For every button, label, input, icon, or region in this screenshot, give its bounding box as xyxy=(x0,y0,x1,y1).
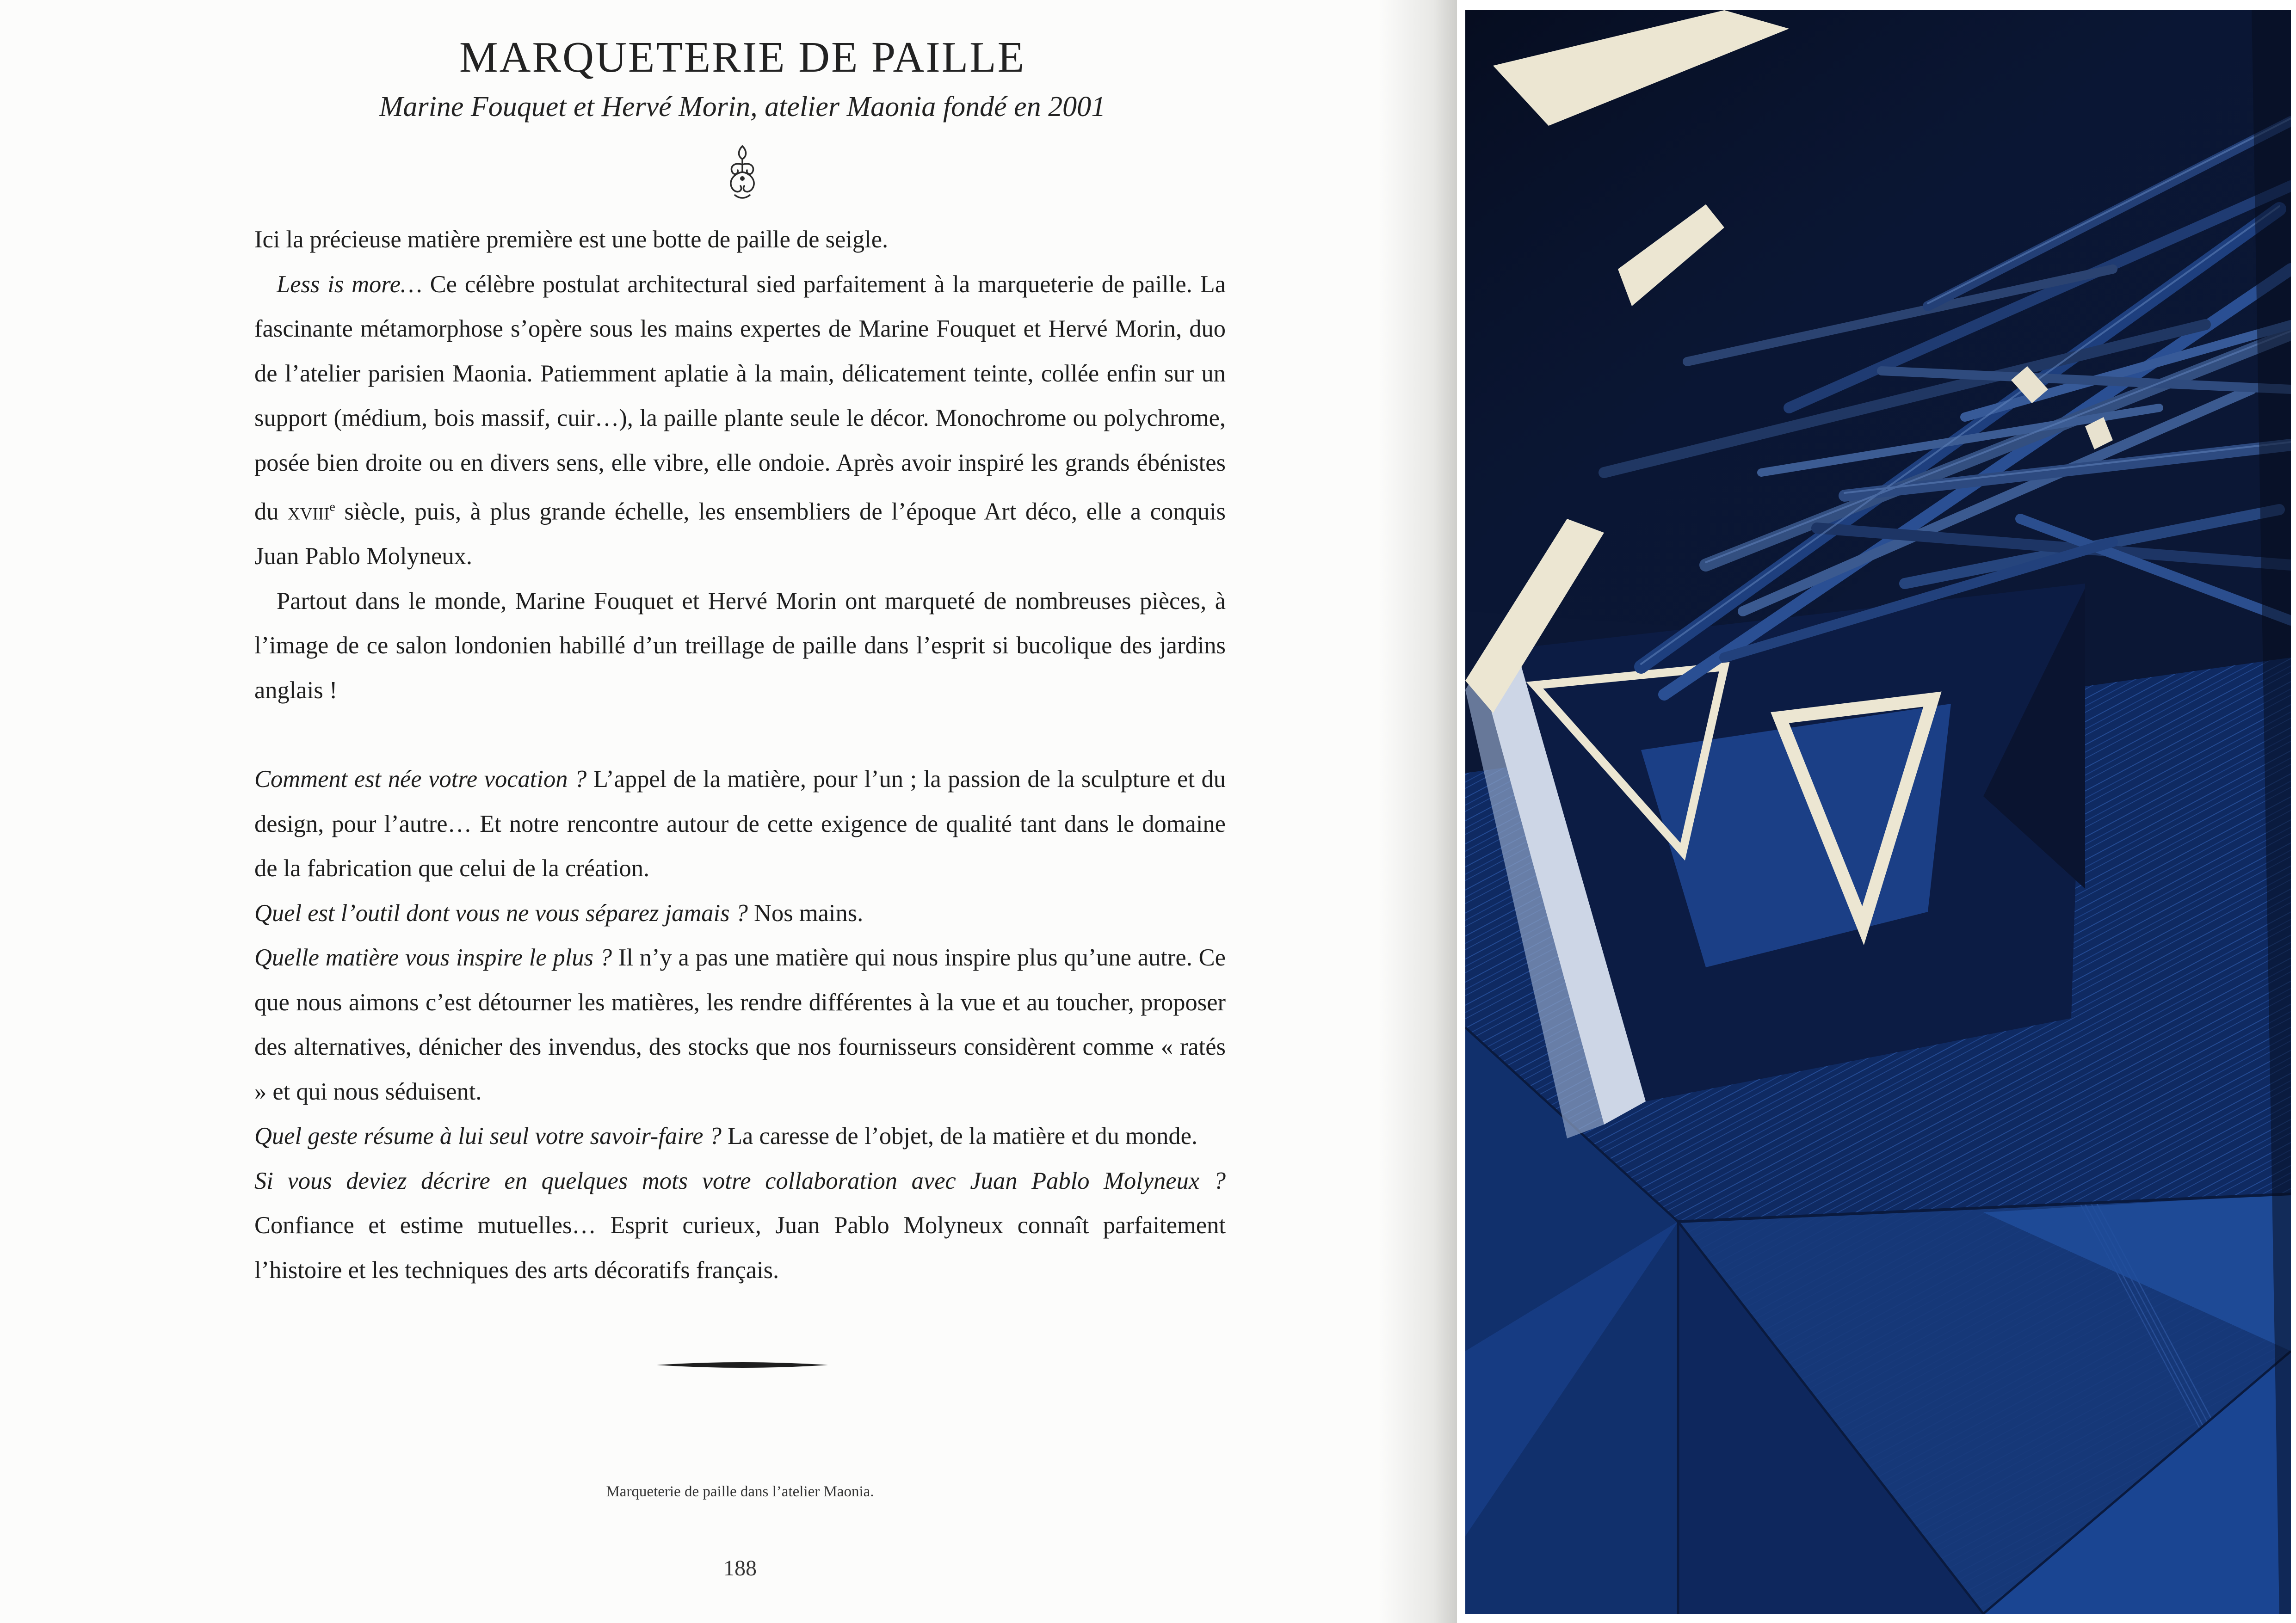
intro-paragraph-2 xyxy=(254,262,1226,579)
interview-item xyxy=(254,1159,1226,1293)
interview-question: Comment est née votre vocation ? xyxy=(254,766,587,793)
interview-item xyxy=(254,891,1226,936)
page-number: 188 xyxy=(723,1556,757,1580)
interview-answer: Nos mains. xyxy=(747,899,864,927)
chapter-title: MARQUETERIE DE PAILLE xyxy=(459,33,1025,81)
century-numeral: xviii xyxy=(288,498,330,525)
photo-caption: Marqueterie de paille dans l’atelier Maonia. xyxy=(606,1483,874,1500)
interview-item xyxy=(254,757,1226,891)
straw-marquetry-photo xyxy=(1465,10,2291,1614)
paragraph-gap xyxy=(254,713,1226,757)
article-body xyxy=(254,217,1226,1292)
fleuron-ornament-icon xyxy=(719,143,765,201)
interview-question: Si vous deviez décrire en quelques mots votre collaboration avec Juan Pablo Molyneux ? xyxy=(254,1167,1226,1194)
interview-answer: Il n’y a pas une matière qui nous inspire plus qu’une autre. Ce que nous aimons c’est détourner les matières, les rendre différentes à la vue et au toucher, proposer des alternatives, dénicher des invendus, des stocks que nos fournisseurs considèrent comme « ratés » et qui nous séduisent. xyxy=(254,944,1226,1105)
century-superscript: e xyxy=(329,500,335,514)
intro-paragraph-2-part-b: siècle, puis, à plus grande échelle, les ensembliers de l’époque Art déco, elle a conquis Juan Pablo Molyneux. xyxy=(254,498,1226,570)
chapter-subtitle: Marine Fouquet et Hervé Morin, atelier Maonia fondé en 2001 xyxy=(379,91,1106,123)
interview-answer: La caresse de l’objet, de la matière et du monde. xyxy=(721,1123,1197,1150)
interview-question: Quel geste résume à lui seul votre savoir-faire ? xyxy=(254,1123,722,1150)
intro-paragraph-2-part-a: Ce célèbre postulat architectural sied parfaitement à la marqueterie de paille. La fascinante métamorphose s’opère sous les mains expertes de Marine Fouquet et Hervé Morin, duo de l’atelier parisien Maonia. Patiemment aplatie à la main, délicatement teinte, collée enfin sur un support (médium, bois massif, cuir…), la paille plante seule le décor. Monochrome ou polychrome, posée bien droite ou en divers sens, elle vibre, elle ondoie. Après avoir inspiré les grands ébénistes du xyxy=(254,270,1226,525)
intro-paragraph-3: Partout dans le monde, Marine Fouquet et Hervé Morin ont marqueté de nombreuses pièces, à l’image de ce salon londonien habillé d’un treillage de paille dans l’esprit si bucolique des jardins anglais ! xyxy=(254,587,1226,704)
interview-item xyxy=(254,935,1226,1114)
tapered-divider-icon xyxy=(657,1359,828,1371)
interview-item xyxy=(254,1114,1226,1159)
intro-paragraph-1: Ici la précieuse matière première est une botte de paille de seigle. xyxy=(254,226,889,253)
interview-question: Quel est l’outil dont vous ne vous séparez jamais ? xyxy=(254,899,748,927)
motto-italic: Less is more… xyxy=(277,270,422,298)
interview-answer: Confiance et estime mutuelles… Esprit curieux, Juan Pablo Molyneux connaît parfaitement l’histoire et les techniques des arts décoratifs français. xyxy=(254,1212,1226,1284)
book-gutter xyxy=(1378,0,1457,1623)
interview-question: Quelle matière vous inspire le plus ? xyxy=(254,944,612,971)
interview-answer: L’appel de la matière, pour l’un ; la passion de la sculpture et du design, pour l’autre… Et notre rencontre autour de cette exigence de qualité tant dans le domaine de la fabrication que celui de la création. xyxy=(254,766,1226,882)
